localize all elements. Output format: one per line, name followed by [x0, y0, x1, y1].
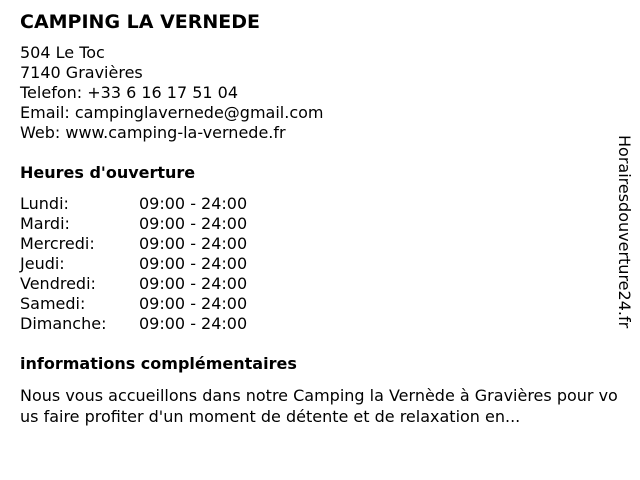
hours-time: 09:00 - 24:00	[139, 294, 248, 313]
watermark-site-name: Horairesdouverture24.fr	[615, 135, 634, 329]
hours-day: Samedi:	[20, 294, 86, 313]
contact-block	[20, 43, 324, 143]
hours-time: 09:00 - 24:00	[139, 214, 248, 233]
hours-row-saturday	[20, 294, 247, 314]
address-line-1: 504 Le Toc	[20, 43, 105, 62]
opening-hours-heading: Heures d'ouverture	[20, 163, 196, 182]
hours-day: Mardi:	[20, 214, 70, 233]
opening-hours-table	[20, 194, 247, 334]
hours-row-sunday	[20, 314, 247, 334]
hours-row-monday	[20, 194, 247, 214]
hours-time: 09:00 - 24:00	[139, 254, 248, 273]
hours-day: Vendredi:	[20, 274, 96, 293]
hours-row-friday	[20, 274, 247, 294]
hours-time: 09:00 - 24:00	[139, 274, 248, 293]
hours-time: 09:00 - 24:00	[139, 314, 248, 333]
hours-day: Jeudi:	[20, 254, 65, 273]
address-line-2: 7140 Gravières	[20, 63, 143, 82]
additional-info-heading: informations complémentaires	[20, 354, 297, 373]
website-line: Web: www.camping-la-vernede.fr	[20, 123, 286, 142]
hours-day: Dimanche:	[20, 314, 107, 333]
hours-day: Lundi:	[20, 194, 69, 213]
business-name: CAMPING LA VERNEDE	[20, 11, 261, 33]
phone-line: Telefon: +33 6 16 17 51 04	[20, 83, 239, 102]
hours-day: Mercredi:	[20, 234, 95, 253]
hours-row-thursday	[20, 254, 247, 274]
hours-row-tuesday	[20, 214, 247, 234]
additional-info-text: Nous vous accueillons dans notre Camping la Vernède à Gravières pour vous faire profiter d'un moment de détente et de relaxation en...	[20, 386, 618, 426]
hours-row-wednesday	[20, 234, 247, 254]
email-line: Email: campinglavernede@gmail.com	[20, 103, 324, 122]
hours-time: 09:00 - 24:00	[139, 194, 248, 213]
hours-time: 09:00 - 24:00	[139, 234, 248, 253]
